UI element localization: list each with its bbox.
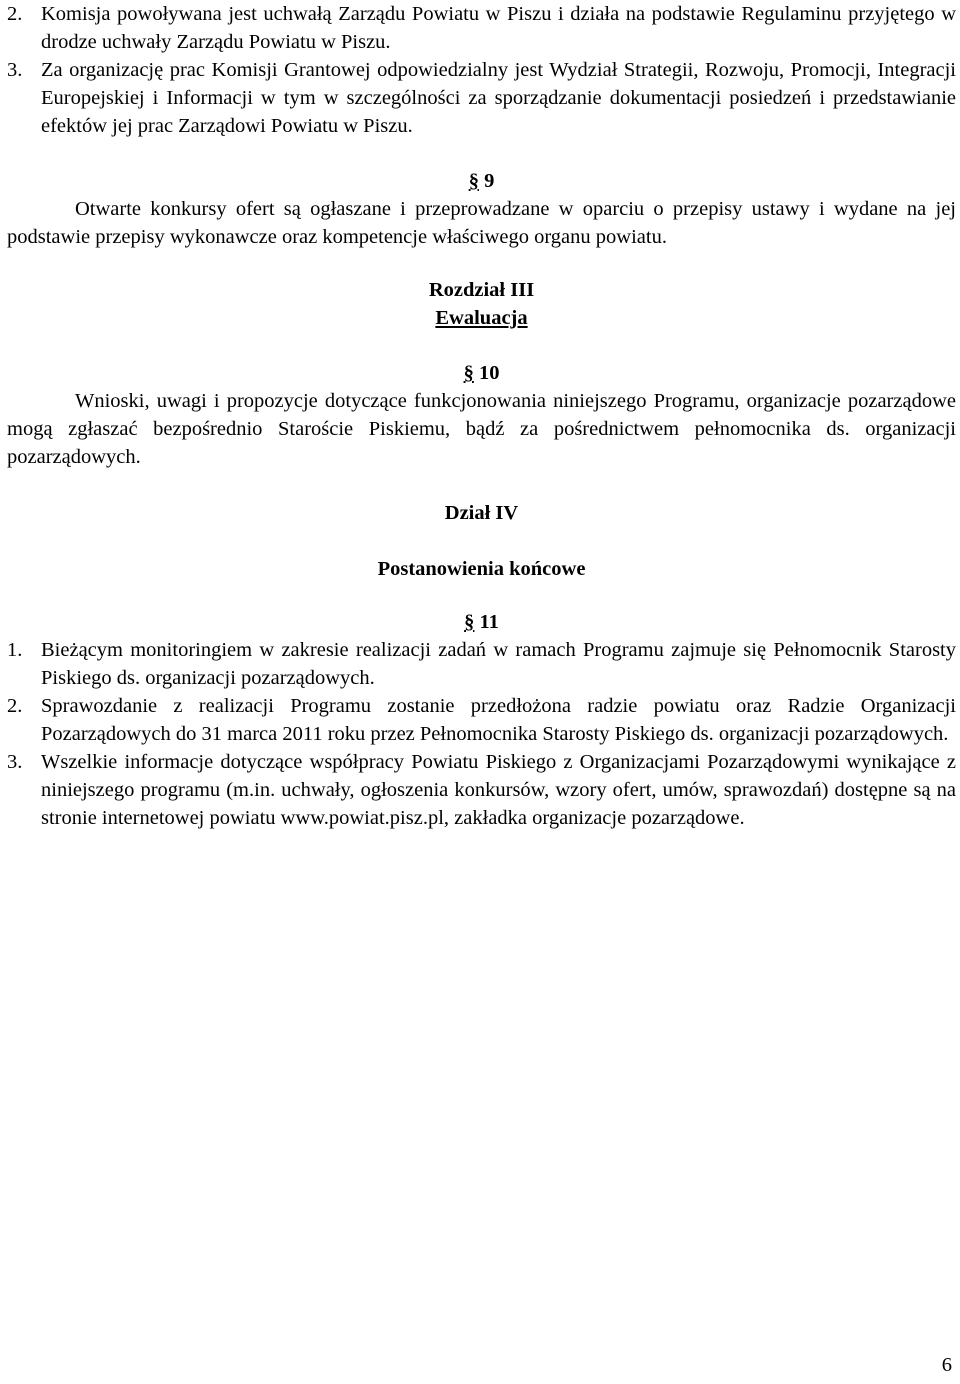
document-content (7, 0, 956, 832)
list-item-number: 1. (7, 639, 23, 661)
list-item-text: Wszelkie informacje dotyczące współpracy Powiatu Piskiego z Organizacjami Pozarządowymi wynikające z niniejszego programu (m.in. uchwały, ogłoszenia konkursów, wzory ofert, umów, sprawozdań) dostępne są na stronie internetowej powiatu www.powiat.pisz.pl, zakładka organizacje pozarządowe. (41, 751, 956, 829)
section-number: 11 (479, 611, 499, 633)
list-item-number: 3. (7, 59, 23, 81)
list-item-number: 3. (7, 751, 23, 773)
section-heading-9 (7, 167, 956, 195)
section-number: 9 (484, 170, 495, 192)
list-item-text: Za organizację prac Komisji Grantowej odpowiedzialny jest Wydział Strategii, Rozwoju, Promocji, Integracji Europejskiej i Informacji w tym w szczególności za sporządzanie dokumentacji posiedzeń i przedstawianie efektów jej prac Zarządowi Powiatu w Piszu. (41, 59, 956, 137)
list-item (7, 748, 956, 832)
list-item (7, 636, 956, 692)
section-heading-10 (7, 359, 956, 387)
chapter-4-subtitle: Postanowienia końcowe (377, 558, 586, 580)
list-item-text: Sprawozdanie z realizacji Programu zostanie przedłożona radzie powiatu oraz Radzie Organizacji Pozarządowych do 31 marca 2011 roku przez Pełnomocnika Starosty Piskiego ds. organizacji pozarządowych. (41, 695, 956, 745)
chapter-3-title: Rozdział III (428, 279, 535, 301)
section-heading-11 (7, 608, 956, 636)
list-item (7, 0, 956, 56)
section-sign: § (464, 611, 475, 633)
list-item (7, 692, 956, 748)
list-item-text: Komisja powoływana jest uchwałą Zarządu Powiatu w Piszu i działa na podstawie Regulaminu przyjętego w drodze uchwały Zarządu Powiatu w Piszu. (41, 3, 956, 53)
chapter-3-subtitle-wrap (7, 304, 956, 332)
list-item (7, 56, 956, 140)
section-number: 10 (478, 362, 500, 384)
section-sign: § (468, 170, 479, 192)
chapter-4-title: Dział IV (444, 502, 519, 524)
list-item-text: Bieżącym monitoringiem w zakresie realizacji zadań w ramach Programu zajmuje się Pełnomocnik Starosty Piskiego ds. organizacji pozarządowych. (41, 639, 956, 689)
list-item-number: 2. (7, 3, 23, 25)
section-9-text: Otwarte konkursy ofert są ogłaszane i przeprowadzane w oparciu o przepisy ustawy i wydane na jej podstawie przepisy wykonawcze oraz kompetencje właściwego organu powiatu. (7, 198, 956, 248)
page-number: 6 (941, 1354, 952, 1376)
section-10-text: Wnioski, uwagi i propozycje dotyczące funkcjonowania niniejszego Programu, organizacje pozarządowe mogą zgłaszać bezpośrednio Staroście Piskiemu, bądź za pośrednictwem pełnomocnika ds. organizacji pozarządowych. (7, 390, 956, 468)
chapter-3-subtitle: Ewaluacja (435, 307, 528, 329)
section-sign: § (463, 362, 474, 384)
list-item-number: 2. (7, 695, 23, 717)
